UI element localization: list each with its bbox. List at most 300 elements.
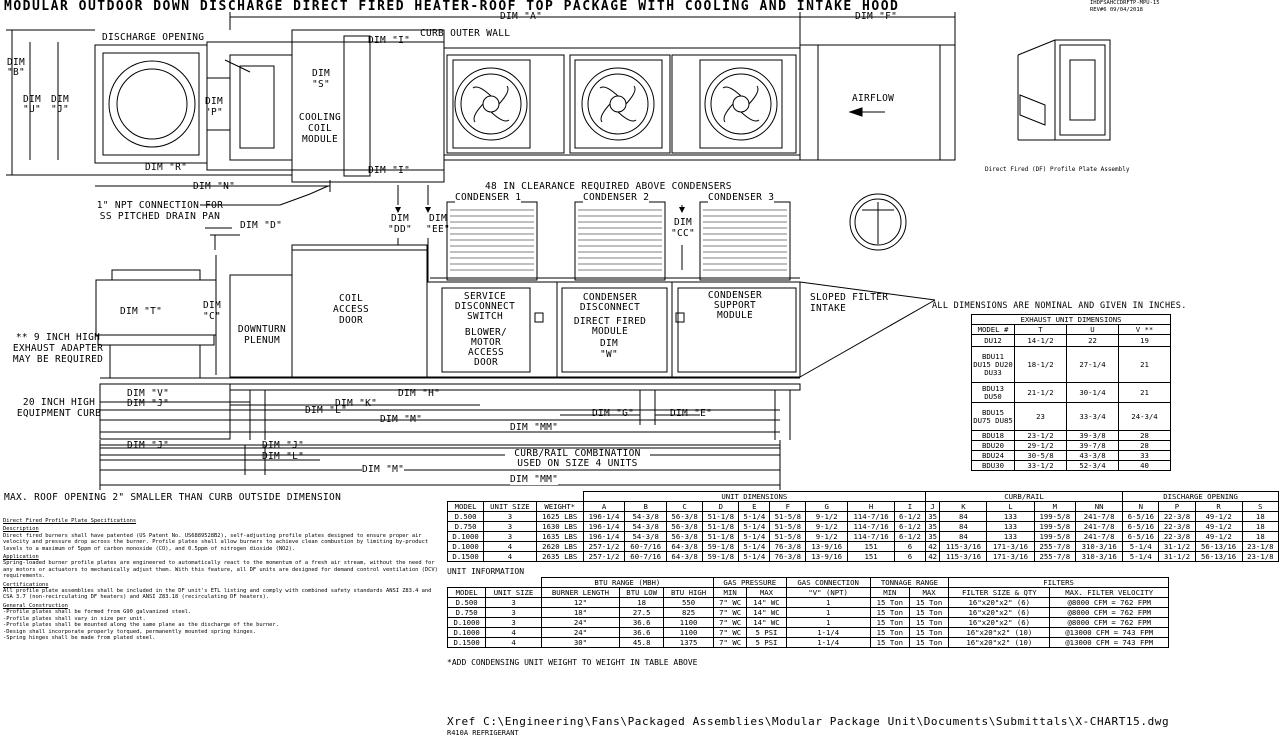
table-row bbox=[448, 598, 1169, 608]
table-cell: 171-3/16 bbox=[987, 552, 1034, 562]
table-cell: 15 Ton bbox=[870, 638, 909, 648]
table-cell: 7" WC bbox=[713, 638, 746, 648]
column-header: S bbox=[1242, 502, 1278, 512]
table-cell: BDU15 DU75 DU85 bbox=[972, 403, 1015, 431]
table-cell: @8000 CFM = 762 FPM bbox=[1050, 608, 1169, 618]
column-header: MIN bbox=[713, 588, 746, 598]
spec-application-heading: Application bbox=[3, 554, 39, 561]
table-row bbox=[448, 638, 1169, 648]
condenser-2-label: CONDENSER 2 bbox=[583, 192, 650, 203]
column-header: E bbox=[739, 502, 770, 512]
table-cell: 51-5/8 bbox=[770, 522, 806, 532]
clearance-note: 48 IN CLEARANCE REQUIRED ABOVE CONDENSERS bbox=[485, 181, 732, 192]
table-cell: BDU20 bbox=[972, 441, 1015, 451]
spec-description-text: Direct fired burners shall have patented (US Patent No. US6889528B2), self-adjusting profile plates designed to ensure proper air velocity and pressure drop across the burner. Profile plates shall allow burners to achieve clean combustion by limiting by-product levels to a maximum of 5ppm of carbon monoxide (CO), and 0.5ppm of nitrogen dioxide (NO2). bbox=[3, 532, 429, 552]
table-cell: 51-5/8 bbox=[770, 532, 806, 542]
table-cell: 16"x20"x2" (10) bbox=[949, 628, 1050, 638]
table-cell: 18 bbox=[1242, 512, 1278, 522]
table-cell: 13-9/16 bbox=[806, 542, 848, 552]
column-header: N bbox=[1123, 502, 1159, 512]
blower-access-door-label: BLOWER/ MOTOR ACCESS DOOR bbox=[464, 327, 508, 368]
spec-general-item: -Profile plates shall be formed from G90 galvanized steel. bbox=[3, 609, 192, 616]
table-cell: 42 bbox=[925, 552, 940, 562]
table-cell: 84 bbox=[940, 532, 987, 542]
curb-rail-note: CURB/RAIL COMBINATION USED ON SIZE 4 UNITS bbox=[505, 449, 650, 469]
downturn-plenum-label: DOWNTURN PLENUM bbox=[237, 324, 287, 346]
table-cell: 35 bbox=[925, 512, 940, 522]
column-header: MODEL # bbox=[972, 325, 1015, 335]
table-cell: 310-3/16 bbox=[1076, 552, 1123, 562]
sloped-filter-intake-label: SLOPED FILTER INTAKE bbox=[810, 292, 889, 314]
table-cell: 825 bbox=[664, 608, 714, 618]
table-cell: 22-3/8 bbox=[1159, 522, 1195, 532]
table-cell: 7" WC bbox=[713, 608, 746, 618]
table-cell: 16"x20"x2" (6) bbox=[949, 618, 1050, 628]
dim-t-label: DIM "T" bbox=[120, 306, 163, 317]
column-header: F bbox=[770, 502, 806, 512]
dim-j2-label: DIM "J" bbox=[127, 440, 170, 451]
table-cell: 59-1/8 bbox=[703, 552, 739, 562]
table-cell: 60-7/16 bbox=[625, 542, 667, 552]
table-cell: 15 Ton bbox=[909, 598, 948, 608]
table-cell: 18 bbox=[1242, 522, 1278, 532]
table-row bbox=[448, 532, 1279, 542]
table-cell: 1-1/4 bbox=[786, 628, 870, 638]
table-cell: 241-7/8 bbox=[1076, 522, 1123, 532]
table-cell: 23-1/2 bbox=[1015, 431, 1067, 441]
column-header: P bbox=[1159, 502, 1195, 512]
column-header: R bbox=[1195, 502, 1242, 512]
table-cell: 29-1/2 bbox=[1015, 441, 1067, 451]
cooling-coil-module-label: COOLING COIL MODULE bbox=[298, 112, 342, 145]
table-cell: 21 bbox=[1119, 347, 1171, 383]
table-cell: 24-3/4 bbox=[1119, 403, 1171, 431]
table-cell: BDU11 DU15 DU20 DU33 bbox=[972, 347, 1015, 383]
direct-fired-module-label: DIRECT FIRED MODULE bbox=[573, 316, 647, 337]
table-cell: 30-5/8 bbox=[1015, 451, 1067, 461]
weight-note: *ADD CONDENSING UNIT WEIGHT TO WEIGHT IN TABLE ABOVE bbox=[447, 658, 698, 667]
column-header: T bbox=[1015, 325, 1067, 335]
table-cell: 3 bbox=[484, 512, 536, 522]
group-tonnage-range: TONNAGE RANGE bbox=[870, 578, 948, 588]
table-cell: 33-3/4 bbox=[1067, 403, 1119, 431]
table-cell: 13-9/16 bbox=[806, 552, 848, 562]
group-gas-connection: GAS CONNECTION bbox=[786, 578, 870, 588]
spec-general-item: -Profile plates shall vary in size per unit. bbox=[3, 615, 146, 622]
condenser-3-label: CONDENSER 3 bbox=[708, 192, 775, 203]
table-cell: 76-3/8 bbox=[770, 552, 806, 562]
table-cell: 51-1/8 bbox=[703, 522, 739, 532]
table-cell: 56-13/16 bbox=[1195, 552, 1242, 562]
table-cell: 64-3/8 bbox=[667, 552, 703, 562]
table-row bbox=[972, 461, 1171, 471]
table-cell: 30" bbox=[541, 638, 619, 648]
table-cell: 151 bbox=[848, 552, 895, 562]
table-cell: 15 Ton bbox=[870, 618, 909, 628]
table-cell: 51-1/8 bbox=[703, 512, 739, 522]
column-header: NN bbox=[1076, 502, 1123, 512]
column-header: "V" (NPT) bbox=[786, 588, 870, 598]
profile-plate-specifications bbox=[3, 516, 443, 641]
table-cell: 36.6 bbox=[620, 618, 664, 628]
max-roof-opening-note: MAX. ROOF OPENING 2" SMALLER THAN CURB OUTSIDE DIMENSION bbox=[4, 492, 342, 503]
table-cell: 36.6 bbox=[620, 628, 664, 638]
column-header: BTU LOW bbox=[620, 588, 664, 598]
table-cell: 14" WC bbox=[747, 608, 786, 618]
table-cell: 59-1/8 bbox=[703, 542, 739, 552]
refrigerant-label: R410A REFRIGERANT bbox=[447, 729, 519, 737]
table-cell: 3 bbox=[486, 608, 541, 618]
xref-path: Xref C:\Engineering\Fans\Packaged Assemblies\Modular Package Unit\Documents\Submittals\X-CHART15.dwg bbox=[447, 715, 1170, 728]
column-header: UNIT SIZE bbox=[486, 588, 541, 598]
table-cell: 115-3/16 bbox=[940, 552, 987, 562]
airflow-label: AIRFLOW bbox=[852, 93, 895, 104]
table-row bbox=[972, 451, 1171, 461]
table-cell: 22-3/8 bbox=[1159, 532, 1195, 542]
table-cell: 6-5/16 bbox=[1123, 512, 1159, 522]
table-row bbox=[972, 403, 1171, 431]
table-cell: BDU30 bbox=[972, 461, 1015, 471]
table-cell: @8000 CFM = 762 FPM bbox=[1050, 618, 1169, 628]
column-header: A bbox=[583, 502, 625, 512]
spec-general-item: -Spring hinges shall be made from plated steel. bbox=[3, 634, 156, 641]
table-cell: 56-13/16 bbox=[1195, 542, 1242, 552]
exhaust-table-title: EXHAUST UNIT DIMENSIONS bbox=[972, 315, 1171, 325]
table-cell: 14" WC bbox=[747, 618, 786, 628]
table-cell: 4 bbox=[484, 552, 536, 562]
column-header: C bbox=[667, 502, 703, 512]
column-header: B bbox=[625, 502, 667, 512]
table-cell: 23-1/8 bbox=[1242, 542, 1278, 552]
table-cell: 21-1/2 bbox=[1015, 383, 1067, 403]
table-cell: 114-7/16 bbox=[848, 512, 895, 522]
unit-information-label: UNIT INFORMATION bbox=[447, 567, 525, 576]
table-cell: 3 bbox=[484, 522, 536, 532]
table-row bbox=[972, 431, 1171, 441]
table-row bbox=[972, 335, 1171, 347]
table-cell: 6-1/2 bbox=[895, 532, 926, 542]
table-cell: D.500 bbox=[448, 512, 484, 522]
dim-v-label: DIM "V" bbox=[127, 388, 170, 399]
condenser-disconnect-label: CONDENSER DISCONNECT bbox=[579, 292, 641, 313]
dim-i-top-label: DIM "I" bbox=[368, 35, 411, 46]
table-cell: 33 bbox=[1119, 451, 1171, 461]
table-cell: 49-1/2 bbox=[1195, 512, 1242, 522]
dim-n-label: DIM "N" bbox=[193, 181, 236, 192]
service-disconnect-label: SERVICE DISCONNECT SWITCH bbox=[454, 291, 516, 322]
table-cell: 241-7/8 bbox=[1076, 532, 1123, 542]
table-cell: 56-3/8 bbox=[667, 512, 703, 522]
table-cell: 40 bbox=[1119, 461, 1171, 471]
table-cell: 114-7/16 bbox=[848, 522, 895, 532]
condenser-support-module-label: CONDENSER SUPPORT MODULE bbox=[707, 290, 763, 321]
dim-mm2-label: DIM "MM" bbox=[510, 474, 559, 485]
drawing-title: MODULAR OUTDOOR DOWN DISCHARGE DIRECT FIRED HEATER-ROOF TOP PACKAGE WITH COOLING AND INTAKE HOOD bbox=[4, 0, 900, 14]
unit-information-table bbox=[447, 577, 1169, 648]
table-cell: D.1500 bbox=[448, 638, 486, 648]
table-cell: 2620 LBS bbox=[536, 542, 583, 552]
column-header: MAX bbox=[909, 588, 948, 598]
table-cell: 5-1/4 bbox=[739, 512, 770, 522]
table-cell: 1375 bbox=[664, 638, 714, 648]
dim-k-label: DIM "K" bbox=[335, 398, 378, 409]
table-cell: 133 bbox=[987, 522, 1034, 532]
dim-j-side-label: DIM "J" bbox=[127, 398, 170, 409]
table-cell: 199-5/8 bbox=[1034, 532, 1076, 542]
table-header bbox=[448, 588, 1169, 598]
table-cell: 257-1/2 bbox=[583, 552, 625, 562]
table-cell: 1-1/4 bbox=[786, 638, 870, 648]
table-cell: @13000 CFM = 743 FPM bbox=[1050, 628, 1169, 638]
table-cell: 9-1/2 bbox=[806, 532, 848, 542]
dim-f-label: DIM "F" bbox=[855, 11, 898, 22]
table-cell: 5-1/4 bbox=[739, 522, 770, 532]
table-cell: 14" WC bbox=[747, 598, 786, 608]
table-cell: 5-1/4 bbox=[739, 532, 770, 542]
table-cell: 133 bbox=[987, 532, 1034, 542]
table-cell: 39-7/8 bbox=[1067, 441, 1119, 451]
table-cell: 31-1/2 bbox=[1159, 542, 1195, 552]
dim-dd-label: DIM "DD" bbox=[387, 213, 413, 235]
table-cell: 84 bbox=[940, 512, 987, 522]
table-cell: 199-5/8 bbox=[1034, 522, 1076, 532]
table-cell: 7" WC bbox=[713, 628, 746, 638]
table-cell: 14-1/2 bbox=[1015, 335, 1067, 347]
table-cell: 76-3/8 bbox=[770, 542, 806, 552]
condenser-1-label: CONDENSER 1 bbox=[455, 192, 522, 203]
column-header: MODEL bbox=[448, 588, 486, 598]
table-cell: 9-1/2 bbox=[806, 512, 848, 522]
npt-connection-label: 1" NPT CONNECTION FOR SS PITCHED DRAIN PAN bbox=[96, 200, 224, 222]
table-cell: 54-3/8 bbox=[625, 522, 667, 532]
dim-s-label: DIM "S" bbox=[311, 68, 331, 90]
column-header: MAX bbox=[747, 588, 786, 598]
table-cell: 15 Ton bbox=[870, 628, 909, 638]
table-cell: 51-1/8 bbox=[703, 532, 739, 542]
table-cell: D.1000 bbox=[448, 542, 484, 552]
dim-m2-label: DIM "M" bbox=[362, 464, 405, 475]
group-discharge-opening: DISCHARGE OPENING bbox=[1123, 492, 1279, 502]
table-cell: 241-7/8 bbox=[1076, 512, 1123, 522]
exhaust-adapter-note: ** 9 INCH HIGH EXHAUST ADAPTER MAY BE REQUIRED bbox=[12, 332, 104, 365]
table-cell: 1635 LBS bbox=[536, 532, 583, 542]
table-cell: 54-3/8 bbox=[625, 532, 667, 542]
table-cell: 64-3/8 bbox=[667, 542, 703, 552]
column-header: L bbox=[987, 502, 1034, 512]
table-cell: 4 bbox=[486, 628, 541, 638]
table-cell: BDU24 bbox=[972, 451, 1015, 461]
table-cell: 171-3/16 bbox=[987, 542, 1034, 552]
dim-r-label: DIM "R" bbox=[145, 162, 188, 173]
table-cell: 1630 LBS bbox=[536, 522, 583, 532]
table-cell: 52-3/4 bbox=[1067, 461, 1119, 471]
table-cell: 42 bbox=[925, 542, 940, 552]
table-row bbox=[448, 542, 1279, 552]
table-group-header bbox=[448, 492, 1279, 502]
spec-application-text: Spring-loaded burner profile plates are engineered to automatically react to the momentum of a fresh air stream, without the need for any motors or actuators to mechanically adjust them. With this feature, all DF units are designed for demand control ventilation (DCV) requirements. bbox=[3, 560, 438, 580]
group-filters: FILTERS bbox=[949, 578, 1169, 588]
dim-d-label: DIM "D" bbox=[240, 220, 283, 231]
dim-p-label: DIM "P" bbox=[204, 96, 224, 118]
table-cell: 1 bbox=[786, 598, 870, 608]
table-cell: 6-5/16 bbox=[1123, 532, 1159, 542]
table-header bbox=[448, 502, 1279, 512]
table-cell: 199-5/8 bbox=[1034, 512, 1076, 522]
table-cell: 23 bbox=[1015, 403, 1067, 431]
table-cell: D.750 bbox=[448, 608, 486, 618]
table-cell: 27-1/4 bbox=[1067, 347, 1119, 383]
nominal-dimensions-note: ALL DIMENSIONS ARE NOMINAL AND GIVEN IN INCHES. bbox=[932, 301, 1187, 311]
table-cell: 1 bbox=[786, 618, 870, 628]
column-header: MIN bbox=[870, 588, 909, 598]
table-row bbox=[972, 441, 1171, 451]
dim-l-label: DIM "L" bbox=[305, 405, 348, 416]
column-header: I bbox=[895, 502, 926, 512]
table-cell: 5-1/4 bbox=[739, 542, 770, 552]
exhaust-table-header bbox=[972, 325, 1171, 335]
table-row bbox=[972, 347, 1171, 383]
dim-a-label: DIM "A" bbox=[500, 11, 543, 22]
dim-j-label: DIM "J" bbox=[50, 94, 70, 115]
table-cell: 16"x20"x2" (6) bbox=[949, 608, 1050, 618]
table-cell: BDU13 DU50 bbox=[972, 383, 1015, 403]
group-unit-dimensions: UNIT DIMENSIONS bbox=[583, 492, 925, 502]
spec-description-heading: Description bbox=[3, 526, 39, 533]
curb-outer-wall-label: CURB OUTER WALL bbox=[420, 28, 511, 39]
column-header: BURNER LENGTH bbox=[541, 588, 619, 598]
table-cell: BDU18 bbox=[972, 431, 1015, 441]
table-cell: 196-1/4 bbox=[583, 532, 625, 542]
unit-dimensions-body bbox=[448, 512, 1279, 562]
table-cell: 35 bbox=[925, 532, 940, 542]
spec-certifications-text: All profile plate assemblies shall be included in the DF unit's ETL listing and comply with combined safety standards ANSI Z83.4 and CSA 3.7 (non-recirculating DF heaters) and ANSI Z83.18 (recirculating DF heaters). bbox=[3, 588, 432, 601]
table-cell: 255-7/8 bbox=[1034, 542, 1076, 552]
table-cell: 2635 LBS bbox=[536, 552, 583, 562]
table-cell: 16"x20"x2" (10) bbox=[949, 638, 1050, 648]
table-cell: D.1000 bbox=[448, 532, 484, 542]
column-header: U bbox=[1067, 325, 1119, 335]
spec-certifications-heading: Certifications bbox=[3, 581, 49, 588]
dim-c-label: DIM "C" bbox=[202, 300, 222, 322]
table-cell: 7" WC bbox=[713, 618, 746, 628]
table-cell: 18 bbox=[620, 598, 664, 608]
discharge-opening-label: DISCHARGE OPENING bbox=[102, 32, 205, 43]
table-cell: 9-1/2 bbox=[806, 522, 848, 532]
dim-ee-label: DIM "EE" bbox=[425, 213, 451, 235]
table-cell: 4 bbox=[484, 542, 536, 552]
table-cell: 255-7/8 bbox=[1034, 552, 1076, 562]
table-cell: 22-3/8 bbox=[1159, 512, 1195, 522]
unit-information-body bbox=[448, 598, 1169, 648]
table-cell: 1100 bbox=[664, 618, 714, 628]
table-row bbox=[448, 512, 1279, 522]
table-cell: 3 bbox=[484, 532, 536, 542]
column-header: WEIGHT* bbox=[536, 502, 583, 512]
group-gas-pressure: GAS PRESSURE bbox=[713, 578, 786, 588]
table-cell: D.750 bbox=[448, 522, 484, 532]
column-header: H bbox=[848, 502, 895, 512]
table-cell: 27.5 bbox=[620, 608, 664, 618]
table-cell: 54-3/8 bbox=[625, 512, 667, 522]
table-cell: DU12 bbox=[972, 335, 1015, 347]
table-cell: 310-3/16 bbox=[1076, 542, 1123, 552]
table-cell: 56-3/8 bbox=[667, 522, 703, 532]
table-cell: 15 Ton bbox=[909, 608, 948, 618]
table-cell: 6-1/2 bbox=[895, 522, 926, 532]
column-header: J bbox=[925, 502, 940, 512]
table-cell: 15 Ton bbox=[909, 638, 948, 648]
unit-dimensions-table bbox=[447, 491, 1279, 562]
column-header: G bbox=[806, 502, 848, 512]
table-cell: 5-1/4 bbox=[739, 552, 770, 562]
table-cell: 7" WC bbox=[713, 598, 746, 608]
dim-mm-label: DIM "MM" bbox=[510, 422, 559, 433]
table-cell: D.1000 bbox=[448, 618, 486, 628]
table-row bbox=[448, 628, 1169, 638]
table-cell: 51-5/8 bbox=[770, 512, 806, 522]
dim-h-label: DIM "H" bbox=[398, 388, 441, 399]
table-cell: 3 bbox=[486, 618, 541, 628]
table-cell: 196-1/4 bbox=[583, 512, 625, 522]
table-cell: 115-3/16 bbox=[940, 542, 987, 552]
table-cell: @13000 CFM = 743 FPM bbox=[1050, 638, 1169, 648]
table-row bbox=[448, 618, 1169, 628]
table-cell: 1 bbox=[786, 608, 870, 618]
profile-plate-caption: Direct Fired (DF) Profile Plate Assembly bbox=[985, 166, 1130, 173]
spec-title: Direct Fired Profile Plate Specifications bbox=[3, 518, 137, 524]
dim-e-label: DIM "E" bbox=[670, 408, 713, 419]
table-row bbox=[448, 608, 1169, 618]
column-header: BTU HIGH bbox=[664, 588, 714, 598]
column-header: UNIT SIZE bbox=[484, 502, 536, 512]
table-row bbox=[448, 522, 1279, 532]
table-cell: 30-1/4 bbox=[1067, 383, 1119, 403]
table-cell: 4 bbox=[486, 638, 541, 648]
dim-cc-label: DIM "CC" bbox=[670, 217, 696, 239]
table-cell: 114-7/16 bbox=[848, 532, 895, 542]
table-cell: 196-1/4 bbox=[583, 522, 625, 532]
spec-general-item: -Design shall incorporate properly torqued, permanently mounted spring hinges. bbox=[3, 628, 257, 635]
table-cell: 22 bbox=[1067, 335, 1119, 347]
table-cell: 49-1/2 bbox=[1195, 532, 1242, 542]
table-cell: D.1000 bbox=[448, 628, 486, 638]
spec-general-construction-heading: General Construction bbox=[3, 602, 68, 609]
table-cell: 12" bbox=[541, 598, 619, 608]
dim-l2-label: DIM "L" bbox=[262, 451, 305, 462]
table-cell: 5 PSI bbox=[747, 638, 786, 648]
table-group-header bbox=[448, 578, 1169, 588]
dim-g-label: DIM "G" bbox=[592, 408, 635, 419]
table-cell: 6 bbox=[895, 552, 926, 562]
table-cell: 35 bbox=[925, 522, 940, 532]
table-cell: 18 bbox=[1242, 532, 1278, 542]
spec-general-item: -Profile plates shall be mounted along the same plane as the discharge of the burner. bbox=[3, 622, 279, 629]
table-cell: 15 Ton bbox=[909, 618, 948, 628]
table-cell: 19 bbox=[1119, 335, 1171, 347]
table-cell: 39-3/8 bbox=[1067, 431, 1119, 441]
coil-access-door-label: COIL ACCESS DOOR bbox=[332, 293, 370, 326]
table-cell: 45.8 bbox=[620, 638, 664, 648]
table-cell: D.500 bbox=[448, 598, 486, 608]
equipment-curb-note: 20 INCH HIGH EQUIPMENT CURB bbox=[16, 397, 102, 419]
table-cell: 151 bbox=[848, 542, 895, 552]
table-cell: 56-3/8 bbox=[667, 532, 703, 542]
table-cell: 5 PSI bbox=[747, 628, 786, 638]
table-cell: 60-7/16 bbox=[625, 552, 667, 562]
table-cell: 43-3/8 bbox=[1067, 451, 1119, 461]
table-cell: 6-5/16 bbox=[1123, 522, 1159, 532]
group-curb-rail: CURB/RAIL bbox=[925, 492, 1122, 502]
